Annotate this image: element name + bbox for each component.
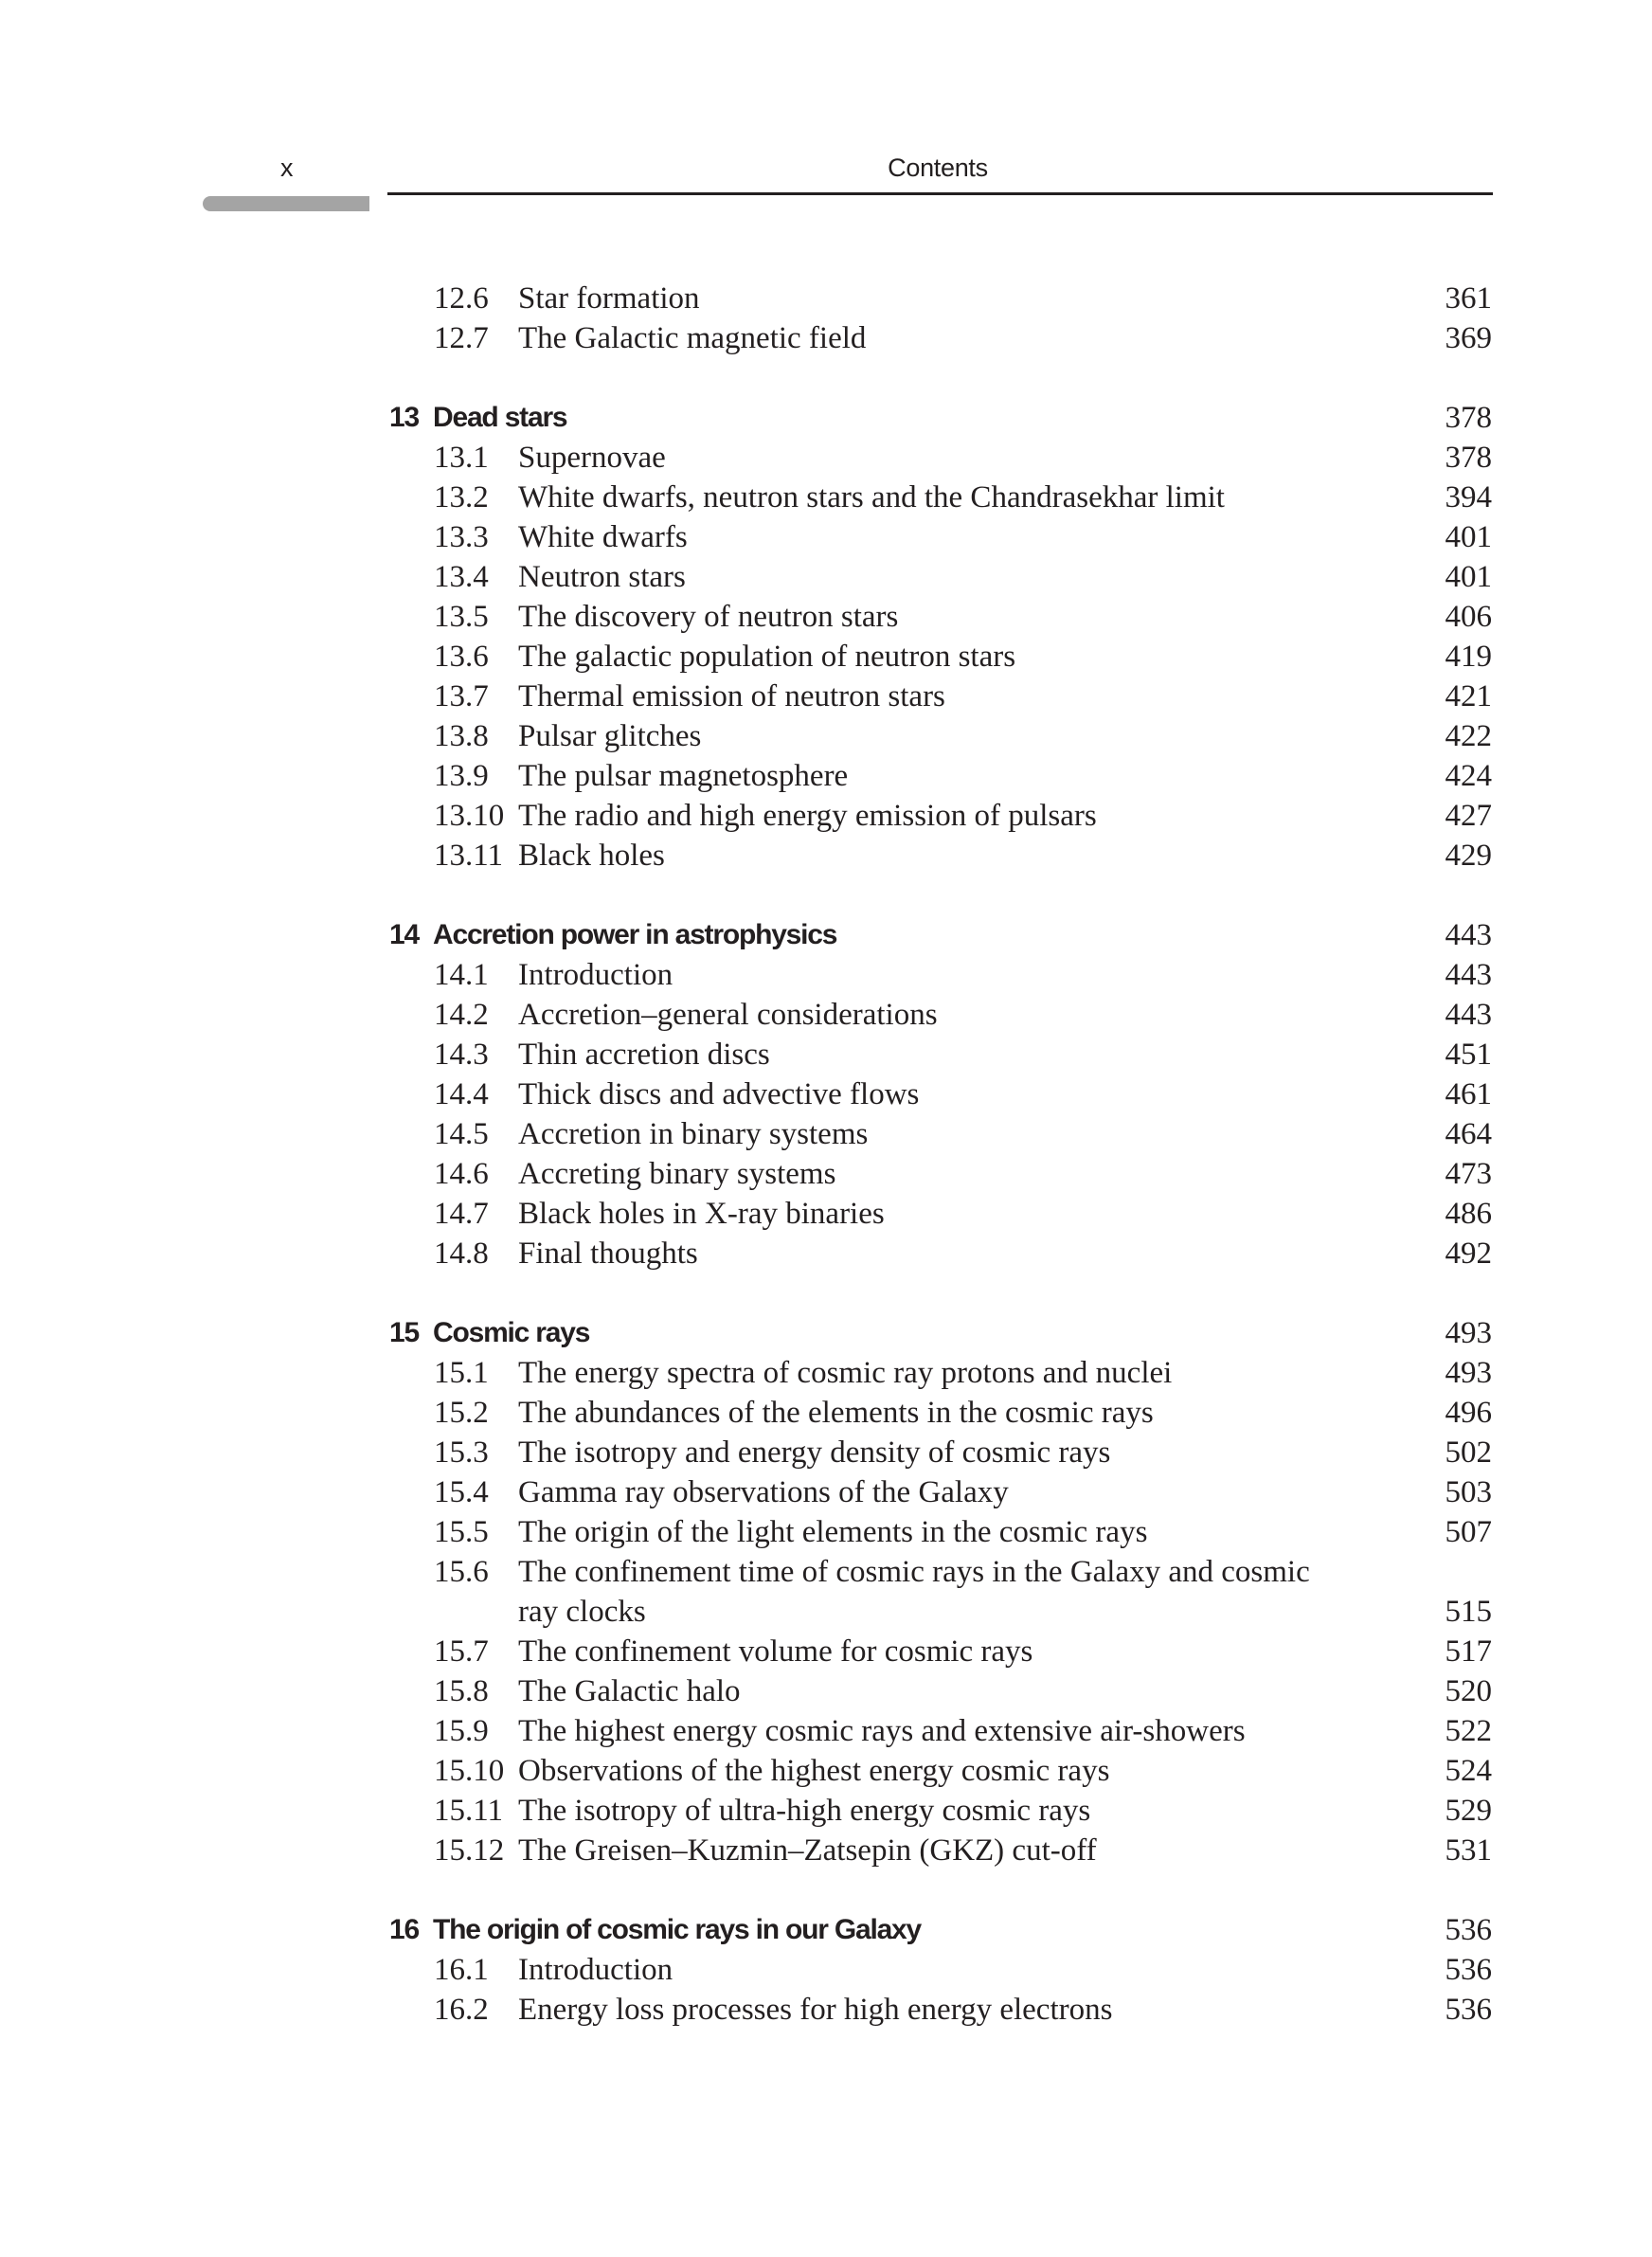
page-number: 524: [1445, 1754, 1492, 1788]
page-number: 473: [1445, 1157, 1492, 1191]
page-number: 427: [1445, 799, 1492, 833]
section-title: The isotropy and energy density of cosmic rays: [518, 1435, 1111, 1470]
page-number: 536: [1445, 1993, 1492, 2027]
toc-section-entry[interactable]: [0, 716, 1652, 756]
page-number: 443: [1445, 958, 1492, 992]
page-number: 529: [1445, 1794, 1492, 1828]
section-number: 14.4: [434, 1077, 489, 1111]
section-number: 15.1: [434, 1356, 489, 1390]
page-number: 496: [1445, 1396, 1492, 1430]
page-number: 422: [1445, 719, 1492, 753]
chapter-number: 16: [389, 1914, 419, 1945]
toc-section-entry[interactable]: [0, 637, 1652, 677]
toc-section-entry[interactable]: [0, 438, 1652, 478]
page-number: 443: [1445, 998, 1492, 1032]
toc-section-entry[interactable]: [0, 1074, 1652, 1114]
section-title: The abundances of the elements in the cosmic rays: [518, 1396, 1154, 1430]
page-number: 451: [1445, 1038, 1492, 1072]
section-title: The confinement volume for cosmic rays: [518, 1634, 1033, 1669]
toc-section-entry[interactable]: [0, 995, 1652, 1035]
section-number: 14.2: [434, 998, 489, 1032]
toc-chapter-entry[interactable]: [0, 915, 1652, 955]
toc-section-entry[interactable]: [0, 1234, 1652, 1273]
section-title: Thin accretion discs: [518, 1038, 770, 1072]
section-number: 15.7: [434, 1634, 489, 1669]
section-number: 13.9: [434, 759, 489, 793]
page-number: 492: [1445, 1237, 1492, 1271]
page-number: 486: [1445, 1197, 1492, 1231]
toc-section-entry[interactable]: [0, 955, 1652, 995]
section-number: 15.8: [434, 1674, 489, 1708]
page-number: 536: [1445, 1953, 1492, 1987]
section-title: The pulsar magnetosphere: [518, 759, 849, 793]
page-number: 419: [1445, 640, 1492, 674]
page-number: 378: [1445, 441, 1492, 475]
running-head: Contents: [888, 153, 988, 182]
page-number: 361: [1445, 281, 1492, 316]
section-title: Introduction: [518, 1953, 673, 1987]
toc-section-entry[interactable]: [0, 1632, 1652, 1671]
chapter-number: 15: [389, 1317, 419, 1348]
page-number: 536: [1445, 1913, 1492, 1947]
section-number: 15.2: [434, 1396, 489, 1430]
page-folio: x: [280, 153, 294, 182]
section-number: 15.9: [434, 1714, 489, 1748]
section-number: 16.1: [434, 1953, 489, 1987]
page-number: 493: [1445, 1316, 1492, 1350]
chapter-title: Cosmic rays: [433, 1317, 590, 1348]
section-number: 13.1: [434, 441, 489, 475]
section-title: Observations of the highest energy cosmic rays: [518, 1754, 1110, 1788]
chapter-number: 14: [389, 919, 419, 950]
section-number: 13.2: [434, 480, 489, 515]
table-of-contents: [0, 279, 1652, 2030]
toc-section-entry[interactable]: [0, 1194, 1652, 1234]
toc-chapter-entry[interactable]: [0, 1313, 1652, 1353]
section-number: 14.3: [434, 1038, 489, 1072]
section-title: White dwarfs, neutron stars and the Chandrasekhar limit: [518, 480, 1225, 515]
section-title: The radio and high energy emission of pulsars: [518, 799, 1097, 833]
section-title: Accretion in binary systems: [518, 1117, 869, 1151]
section-number: 13.10: [434, 799, 505, 833]
page-number: 517: [1445, 1634, 1492, 1669]
toc-section-entry[interactable]: [0, 677, 1652, 716]
section-title: Pulsar glitches: [518, 719, 702, 753]
section-title: Supernovae: [518, 441, 666, 475]
section-title: Accretion–general considerations: [518, 998, 938, 1032]
section-number: 13.5: [434, 600, 489, 634]
section-number: 16.2: [434, 1993, 489, 2027]
chapter-tab-decoration: [203, 196, 369, 211]
chapter-number: 13: [389, 402, 419, 433]
section-title: Neutron stars: [518, 560, 686, 594]
toc-section-entry[interactable]: [0, 796, 1652, 836]
section-number: 15.6: [434, 1555, 489, 1589]
toc-section-entry[interactable]: [0, 1552, 1652, 1632]
section-title: Thermal emission of neutron stars: [518, 679, 945, 713]
toc-section-entry[interactable]: [0, 478, 1652, 517]
page-number: 401: [1445, 560, 1492, 594]
section-number: 15.3: [434, 1435, 489, 1470]
page-number: 369: [1445, 321, 1492, 355]
page-number: 507: [1445, 1515, 1492, 1549]
page-number: 522: [1445, 1714, 1492, 1748]
section-title: Final thoughts: [518, 1237, 698, 1271]
toc-section-entry[interactable]: [0, 1035, 1652, 1074]
section-number: 14.8: [434, 1237, 489, 1271]
toc-chapter-entry[interactable]: [0, 1910, 1652, 1950]
section-title: The confinement time of cosmic rays in the Galaxy and cosmic ray clocks: [518, 1555, 1310, 1629]
page-number: 493: [1445, 1356, 1492, 1390]
chapter-title: The origin of cosmic rays in our Galaxy: [433, 1914, 922, 1945]
toc-section-entry[interactable]: [0, 1472, 1652, 1512]
chapter-title: Accretion power in astrophysics: [433, 919, 837, 950]
section-title: Thick discs and advective flows: [518, 1077, 920, 1111]
section-title: The energy spectra of cosmic ray protons and nuclei: [518, 1356, 1173, 1390]
section-title: Star formation: [518, 281, 700, 316]
section-number: 15.11: [434, 1794, 504, 1828]
section-number: 15.4: [434, 1475, 489, 1509]
section-title: The origin of the light elements in the cosmic rays: [518, 1515, 1148, 1549]
page-number: 429: [1445, 839, 1492, 873]
toc-section-entry[interactable]: [0, 1751, 1652, 1791]
section-title: The isotropy of ultra-high energy cosmic rays: [518, 1794, 1091, 1828]
toc-section-entry[interactable]: [0, 1950, 1652, 1990]
toc-section-entry[interactable]: [0, 517, 1652, 557]
section-title: Accreting binary systems: [518, 1157, 836, 1191]
page-number: 464: [1445, 1117, 1492, 1151]
section-title: The Galactic magnetic field: [518, 321, 867, 355]
toc-section-entry[interactable]: [0, 1831, 1652, 1870]
toc-section-entry[interactable]: [0, 1671, 1652, 1711]
toc-section-entry[interactable]: [0, 557, 1652, 597]
toc-section-entry[interactable]: [0, 597, 1652, 637]
header-rule: [387, 192, 1493, 195]
toc-section-entry[interactable]: [0, 1791, 1652, 1831]
section-title: White dwarfs: [518, 520, 688, 554]
section-number: 15.10: [434, 1754, 505, 1788]
section-number: 14.1: [434, 958, 489, 992]
section-title: The Galactic halo: [518, 1674, 741, 1708]
page-number: 406: [1445, 600, 1492, 634]
toc-section-entry[interactable]: [0, 279, 1652, 318]
toc-section-entry[interactable]: [0, 1114, 1652, 1154]
page-number: 503: [1445, 1475, 1492, 1509]
section-title: The Greisen–Kuzmin–Zatsepin (GKZ) cut-off: [518, 1833, 1097, 1868]
section-title: The galactic population of neutron stars: [518, 640, 1016, 674]
section-title: Gamma ray observations of the Galaxy: [518, 1475, 1009, 1509]
page-number: 394: [1445, 480, 1492, 515]
section-number: 14.7: [434, 1197, 489, 1231]
section-title: Energy loss processes for high energy electrons: [518, 1993, 1113, 2027]
section-title: The highest energy cosmic rays and extensive air-showers: [518, 1714, 1246, 1748]
toc-section-entry[interactable]: [0, 1393, 1652, 1433]
toc-section-entry[interactable]: [0, 1353, 1652, 1393]
page-number: 378: [1445, 401, 1492, 435]
page-number: 461: [1445, 1077, 1492, 1111]
toc-section-entry[interactable]: [0, 1990, 1652, 2030]
toc-chapter-entry[interactable]: [0, 398, 1652, 438]
section-title: Black holes in X-ray binaries: [518, 1197, 885, 1231]
section-number: 13.7: [434, 679, 489, 713]
section-number: 12.7: [434, 321, 489, 355]
section-number: 14.5: [434, 1117, 489, 1151]
section-number: 12.6: [434, 281, 489, 316]
toc-section-entry[interactable]: [0, 1711, 1652, 1751]
chapter-title: Dead stars: [433, 402, 567, 433]
toc-section-entry[interactable]: [0, 318, 1652, 358]
section-number: 13.8: [434, 719, 489, 753]
toc-section-entry[interactable]: [0, 1433, 1652, 1472]
section-title: Introduction: [518, 958, 673, 992]
section-number: 13.6: [434, 640, 489, 674]
section-number: 13.3: [434, 520, 489, 554]
page-number: 515: [1445, 1595, 1492, 1629]
section-number: 15.5: [434, 1515, 489, 1549]
page-number: 520: [1445, 1674, 1492, 1708]
page-number: 502: [1445, 1435, 1492, 1470]
toc-section-entry[interactable]: [0, 836, 1652, 876]
section-number: 15.12: [434, 1833, 505, 1868]
page-number: 401: [1445, 520, 1492, 554]
page-number: 443: [1445, 918, 1492, 952]
page-number: 421: [1445, 679, 1492, 713]
toc-section-entry[interactable]: [0, 1154, 1652, 1194]
section-number: 13.11: [434, 839, 504, 873]
toc-section-entry[interactable]: [0, 1512, 1652, 1552]
toc-section-entry[interactable]: [0, 756, 1652, 796]
section-title: The discovery of neutron stars: [518, 600, 899, 634]
page-number: 531: [1445, 1833, 1492, 1868]
section-title: Black holes: [518, 839, 665, 873]
page-number: 424: [1445, 759, 1492, 793]
section-number: 14.6: [434, 1157, 489, 1191]
section-number: 13.4: [434, 560, 489, 594]
